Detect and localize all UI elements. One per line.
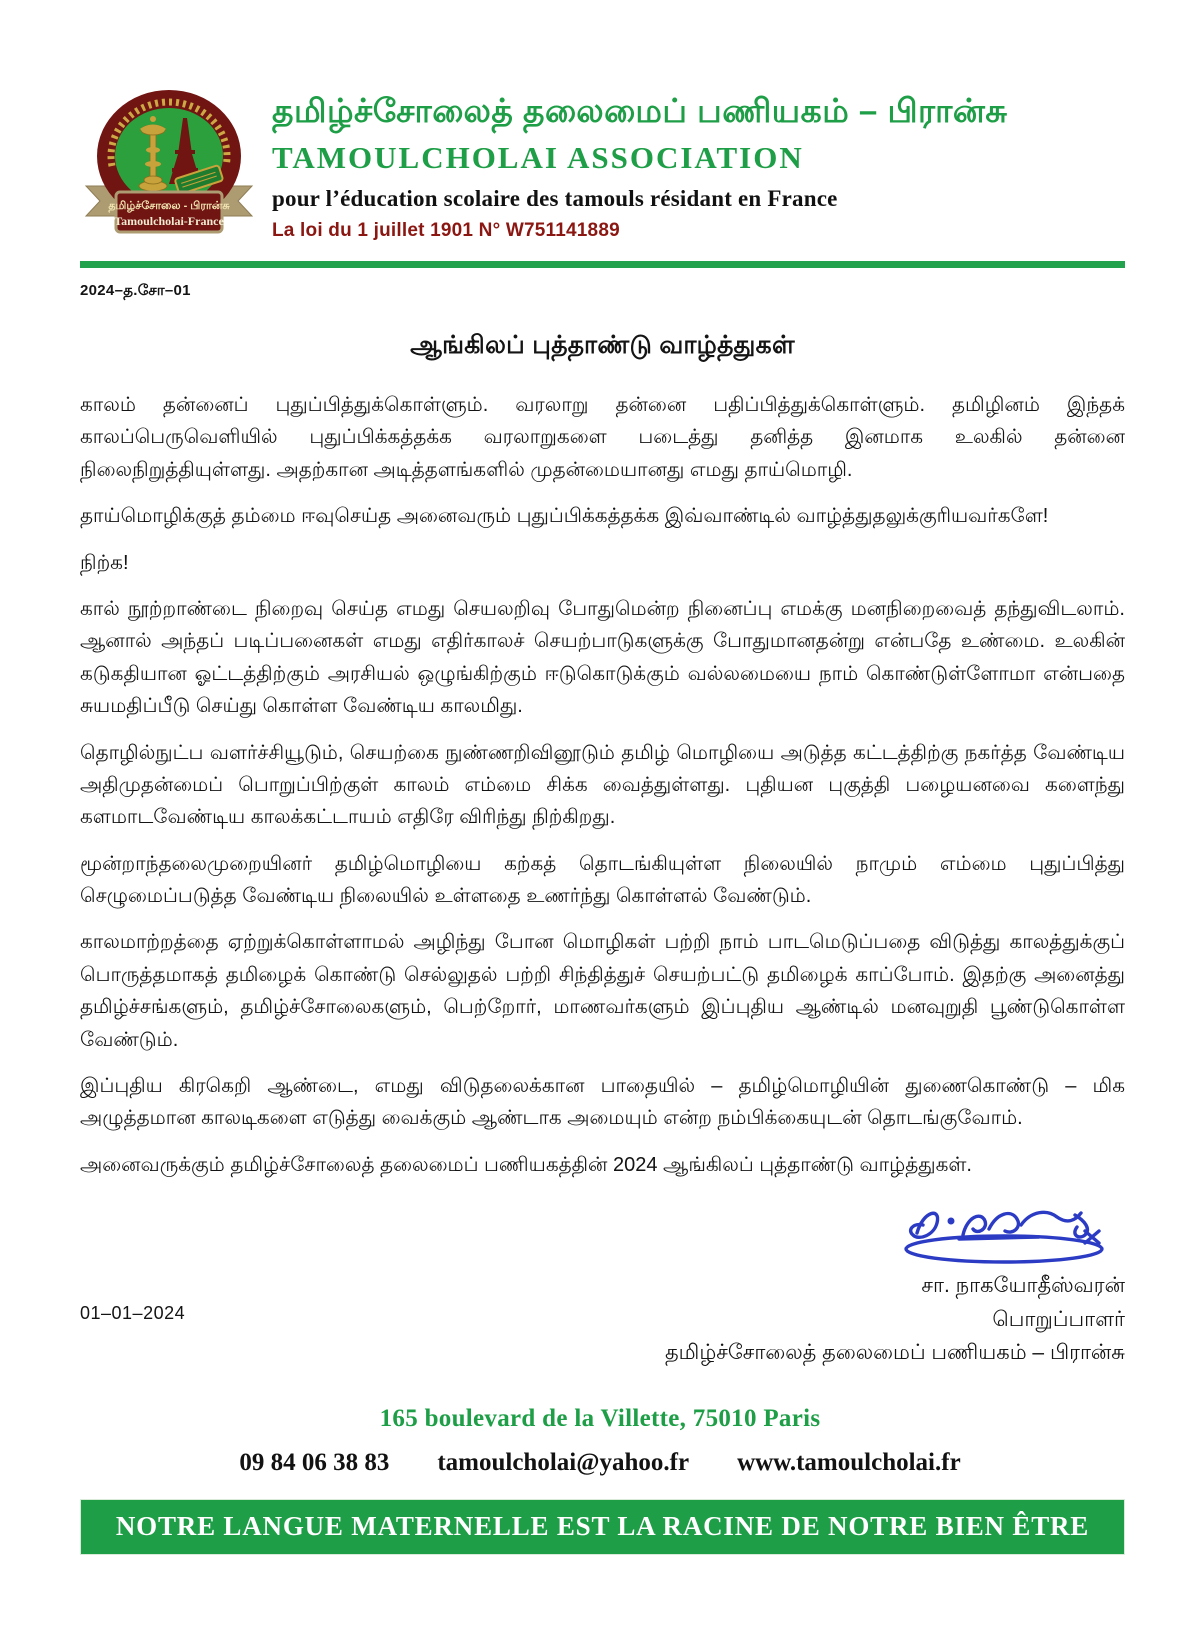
org-title-tamil: தமிழ்ச்சோலைத் தலைமைப் பணியகம் – பிரான்சு bbox=[272, 92, 1008, 129]
phone-number: 09 84 06 38 83 bbox=[239, 1449, 390, 1476]
association-logo bbox=[80, 88, 258, 251]
handwritten-signature-icon bbox=[889, 1195, 1119, 1267]
paragraph: நிற்க! bbox=[80, 551, 129, 574]
tamoulcholai-emblem-icon bbox=[80, 88, 258, 246]
reference-number: 2024–த.சோ–01 bbox=[80, 282, 191, 299]
org-name-english: TAMOULCHOLAI ASSOCIATION bbox=[272, 139, 804, 175]
signature-block bbox=[80, 1195, 1125, 1380]
motto-banner: NOTRE LANGUE MATERNELLE EST LA RACINE DE NOTRE BIEN ÊTRE bbox=[80, 1499, 1125, 1555]
website-url: www.tamoulcholai.fr bbox=[737, 1449, 961, 1476]
paragraph: அனைவருக்கும் தமிழ்ச்சோலைத் தலைமைப் பணியகத்தின் 2024 ஆங்கிலப் புத்தாண்டு வாழ்த்துகள். bbox=[80, 1153, 972, 1176]
paragraph: தொழில்நுட்ப வளர்ச்சியூடும், செயற்கை நுண்ணறிவினூடும் தமிழ் மொழியை அடுத்த கட்டத்திற்கு நகர்த்த வேண்டிய அதிமுதன்மைப் பொறுப்பிற்குள் காலம் எம்மை சிக்க வைத்துள்ளது. புதியன புகுத்தி பழையனவை களைந்து களமாடவேண்டிய காலக்கட்டாயம் எதிரே விரிந்து நிற்கிறது. bbox=[80, 741, 1125, 829]
org-subtitle-french: pour l’éducation scolaire des tamouls résidant en France bbox=[272, 185, 838, 211]
letter-title: ஆங்கிலப் புத்தாண்டு வாழ்த்துகள் bbox=[410, 331, 795, 359]
logo-ribbon-tamil: தமிழ்ச்சோலை - பிரான்சு bbox=[108, 200, 230, 212]
paragraph: காலம் தன்னைப் புதுப்பித்துக்கொள்ளும். வரலாறு தன்னை பதிப்பித்துக்கொள்ளும். தமிழினம் இந்தக் காலப்பெருவெளியில் புதுப்பிக்கத்தக்க வரலாறுகளை படைத்து தனித்த இனமாக உலகில் தன்னை நிலைநிறுத்தியுள்ளது. அதற்கான அடித்தளங்களில் முதன்மையானது எமது தாய்மொழி. bbox=[80, 394, 1125, 481]
letter-body bbox=[80, 389, 1125, 1181]
contact-row bbox=[0, 1449, 1200, 1477]
paragraph: மூன்றாந்தலைமுறையினர் தமிழ்மொழியை கற்கத் தொடங்கியுள்ள நிலையில் நாமும் எம்மை புதுப்பித்து செழுமைப்படுத்த வேண்டிய நிலையில் உள்ளதை உணர்ந்து கொள்ளல் வேண்டும். bbox=[80, 852, 1125, 908]
paragraph: கால் நூற்றாண்டை நிறைவு செய்த எமது செயலறிவு போதுமென்ற நினைப்பு எமக்கு மனநிறைவைத் தந்துவிடலாம். ஆனால் அந்தப் படிப்பனைகள் எமது எதிர்காலச் செயற்பாடுகளுக்கு போதுமானதன்று என்பதே உண்மை. உலகின் கடுகதியான ஓட்டத்திற்கும் அரசியல் ஒழுங்கிற்கும் ஈடுகொடுக்கும் வல்லமையை நாம் கொண்டுள்ளோமா என்பதை சுயமதிப்பீடு செய்து கொள்ள வேண்டிய காலமிது. bbox=[80, 597, 1125, 718]
law-registration-line: La loi du 1 juillet 1901 N° W751141889 bbox=[272, 219, 620, 241]
paragraph: காலமாற்றத்தை ஏற்றுக்கொள்ளாமல் அழிந்து போன மொழிகள் பற்றி நாம் பாடமெடுப்பதை விடுத்து காலத்துக்குப் பொருத்தமாகத் தமிழைக் கொண்டு செல்லுதல் பற்றி சிந்தித்துச் செயற்பட்டு தமிழைக் காப்போம். இதற்கு அனைத்து தமிழ்ச்சங்களும், தமிழ்ச்சோலைகளும், பெற்றோர், மாணவர்களும் இப்புதிய ஆண்டில் மனவுறுதி பூண்டுகொள்ள வேண்டும். bbox=[80, 931, 1125, 1051]
logo-ribbon-english: Tamoulcholai-France bbox=[114, 214, 224, 228]
paragraph: தாய்மொழிக்குத் தம்மை ஈவுசெய்த அனைவரும் புதுப்பிக்கத்தக்க இவ்வாண்டில் வாழ்த்துதலுக்குரியவர்களே! bbox=[80, 505, 1049, 528]
signatory-role: பொறுப்பாளர் bbox=[992, 1307, 1125, 1331]
signatory-name: சா. நாகயோதீஸ்வரன் bbox=[921, 1274, 1125, 1298]
paragraph: இப்புதிய கிரகெறி ஆண்டை, எமது விடுதலைக்கான பாதையில் – தமிழ்மொழியின் துணைகொண்டு – மிக அழுத்தமான காலடிகளை எடுத்து வைக்கும் ஆண்டாக அமையும் என்ற நம்பிக்கையுடன் தொடங்குவோம். bbox=[80, 1075, 1125, 1130]
letter-footer bbox=[0, 1405, 1200, 1555]
header-divider bbox=[80, 261, 1125, 268]
letter-date: 01–01–2024 bbox=[80, 1303, 186, 1324]
signatory-organisation: தமிழ்ச்சோலைத் தலைமைப் பணியகம் – பிரான்சு bbox=[664, 1341, 1125, 1365]
postal-address: 165 boulevard de la Villette, 75010 Paris bbox=[379, 1405, 821, 1432]
email-address: tamoulcholai@yahoo.fr bbox=[437, 1449, 690, 1476]
letterhead bbox=[80, 86, 1125, 251]
